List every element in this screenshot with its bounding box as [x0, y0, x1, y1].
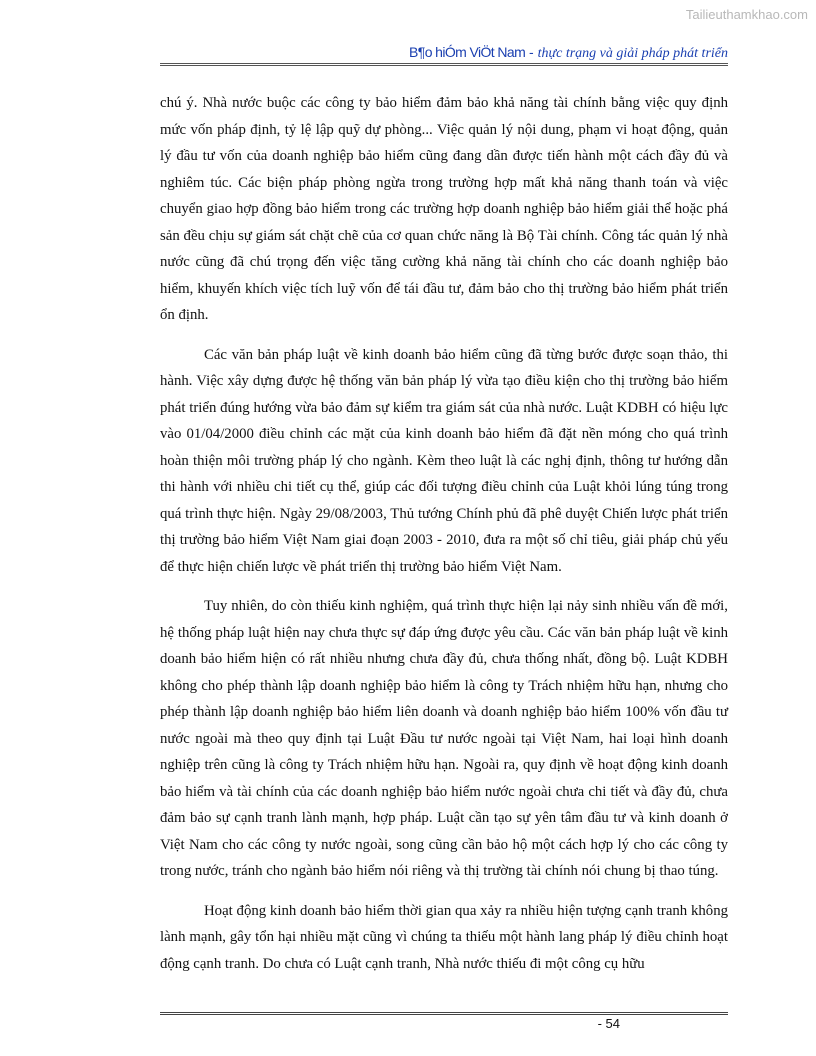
paragraph-continued: chú ý. Nhà nước buộc các công ty bảo hiểm đảm bảo khả năng tài chính bằng việc quy định mức vốn pháp định, tỷ lệ lập quỹ dự phòng... Việc quản lý nội dung, phạm vi hoạt động, quản lý đầu tư vốn của doanh nghiệp bảo hiểm cũng đang dần được tiến hành một cách đầy đủ và nghiêm túc. Các biện pháp phòng ngừa trong trường hợp mất khả năng thanh toán và việc chuyển giao hợp đồng bảo hiểm trong các trường hợp doanh nghiệp bảo hiểm giải thể hoặc phá sản đều chịu sự giám sát chặt chẽ của cơ quan chức năng là Bộ Tài chính. Công tác quản lý nhà nước cũng đã chú trọng đến việc tăng cường khả năng tài chính cho các doanh nghiệp bảo hiểm, khuyến khích việc tích luỹ vốn để tái đầu tư, đảm bảo cho thị trường bảo hiểm phát triển ổn định.	[160, 95, 728, 323]
paragraph: Các văn bản pháp luật về kinh doanh bảo hiểm cũng đã từng bước được soạn thảo, thi hành. Việc xây dựng được hệ thống văn bản pháp lý vừa tạo điều kiện cho thị trường bảo hiểm phát triển đúng hướng vừa bảo đảm sự kiểm tra giám sát của nhà nước. Luật KDBH có hiệu lực vào 01/04/2000 điều chỉnh các mặt của kinh doanh bảo hiểm đã đặt nền móng cho quá trình hoàn thiện môi trường pháp lý cho ngành. Kèm theo luật là các nghị định, thông tư hướng dẫn thi hành với nhiều chi tiết cụ thể, giúp các đối tượng điều chỉnh của Luật khỏi lúng túng trong quá trình thực hiện. Ngày 29/08/2003, Thủ tướng Chính phủ đã phê duyệt Chiến lược phát triển thị trường bảo hiểm Việt Nam giai đoạn 2003 - 2010, đưa ra một số chỉ tiêu, giải pháp chủ yếu để thực hiện chiến lược về phát triển thị trường bảo hiểm Việt Nam.	[160, 346, 728, 575]
watermark-text: Tailieuthamkhao.com	[685, 7, 808, 22]
header-title: B¶o hiÓm ViÖt Nam	[409, 44, 526, 60]
running-header	[160, 44, 728, 62]
header-separator: -	[525, 44, 538, 60]
header-divider	[160, 63, 728, 66]
paragraph: Tuy nhiên, do còn thiếu kinh nghiệm, quá trình thực hiện lại nảy sinh nhiều vấn đề mới, hệ thống pháp luật hiện nay chưa thực sự đáp ứng được yêu cầu. Các văn bản pháp luật về kinh doanh bảo hiểm hiện có rất nhiều nhưng chưa đầy đủ, chưa thống nhất, đồng bộ. Luật KDBH không cho phép thành lập doanh nghiệp bảo hiểm là công ty Trách nhiệm hữu hạn, nhưng cho phép thành lập doanh nghiệp bảo hiểm liên doanh và doanh nghiệp bảo hiểm 100% vốn đầu tư nước ngoài mà theo quy định tại Luật Đầu tư nước ngoài tại Việt Nam, hai loại hình doanh nghiệp trên cũng là công ty Trách nhiệm hữu hạn. Ngoài ra, quy định về hoạt động kinh doanh bảo hiểm và tài chính của các doanh nghiệp bảo hiểm nước ngoài chưa chi tiết và đầy đủ, chưa đảm bảo sự cạnh tranh lành mạnh, hợp pháp. Luật cần tạo sự yên tâm đầu tư và kinh doanh ở Việt Nam cho các công ty nước ngoài, song cũng cần bảo hộ một cách hợp lý cho các công ty trong nước, tránh cho ngành bảo hiểm nói riêng và thị trường tài chính nói chung bị thao túng.	[160, 598, 728, 879]
footer-divider	[160, 1012, 728, 1015]
page-number: - 54	[597, 1016, 620, 1031]
document-body	[160, 90, 728, 990]
header-subtitle: thực trạng và giải pháp phát triển	[537, 46, 728, 61]
paragraph: Hoạt động kinh doanh bảo hiểm thời gian qua xảy ra nhiều hiện tượng cạnh tranh không lành mạnh, gây tổn hại nhiều mặt cũng vì chúng ta thiếu một hành lang pháp lý điều chỉnh hoạt động cạnh tranh. Do chưa có Luật cạnh tranh, Nhà nước thiếu đi một công cụ hữu	[160, 902, 728, 972]
